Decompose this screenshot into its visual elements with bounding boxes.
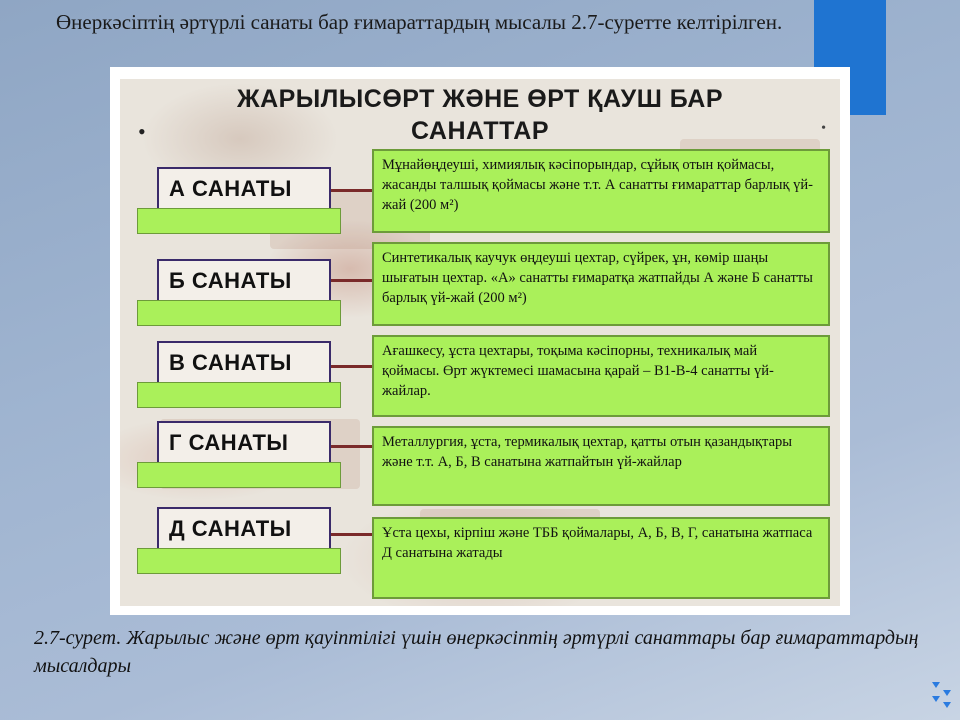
category-b-connector (331, 279, 372, 282)
category-d-description: Металлургия, ұста, термикалық цехтар, қатты отын қазандықтары және т.т. А, Б, В санатына жатпайтын үй-жайлар (372, 426, 830, 506)
category-b-description: Синтетикалық каучук өңдеуші цехтар, сүйрек, ұн, көмір шаңы шығатын цехтар. «А» санатты ғимаратқа жатпайды А және Б санатты барлық үй-жай (200 м²) (372, 242, 830, 326)
category-a-box (157, 167, 331, 211)
figure-caption: 2.7-сурет. Жарылыс және өрт қауіптілігі үшін өнеркәсіптің әртүрлі санаттары бар ғимараттардың мысалдары (34, 627, 919, 677)
category-c-description: Ағашкесу, ұста цехтары, тоқыма кәсіпорны, техникалық май қоймасы. Өрт жүктемесі шамасына қарай – В1-В-4 санатты үй-жайлар. (372, 335, 830, 417)
figure-canvas (120, 79, 840, 606)
category-e-underbar (137, 548, 341, 574)
category-d-box (157, 421, 331, 465)
category-a-description: Мұнайөңдеуші, химиялық кәсіпорындар, сұйық отын қоймасы, жасанды талшық қоймасы және т.т. А санатты ғимараттар барлық үй-жай (200 м²) (372, 149, 830, 233)
arrows-corner-icon (930, 680, 954, 710)
category-d-underbar (137, 462, 341, 488)
figure-title: ЖАРЫЛЫСӨРТ ЖӘНЕ ӨРТ ҚАУШ БАР САНАТТАР (236, 85, 724, 145)
category-b-label: Б САНАТЫ (169, 268, 292, 293)
category-a-connector (331, 189, 372, 192)
category-b-box (157, 259, 331, 303)
category-d-label: Г САНАТЫ (169, 430, 289, 455)
category-e-description: Ұста цехы, кірпіш және ТББ қоймалары, А, Б, В, Г, санатына жатпаса Д санатына жатады (372, 517, 830, 599)
category-c-connector (331, 365, 372, 368)
category-e-label: Д САНАТЫ (169, 516, 292, 541)
bullet-mark-right: • (821, 121, 826, 136)
category-c-label: В САНАТЫ (169, 350, 292, 375)
category-a-label: А САНАТЫ (169, 176, 292, 201)
figure (110, 67, 850, 615)
category-a-underbar (137, 208, 341, 234)
bullet-mark: • (138, 119, 146, 144)
category-e-connector (331, 533, 372, 536)
category-d-connector (331, 445, 372, 448)
category-c-underbar (137, 382, 341, 408)
category-b-underbar (137, 300, 341, 326)
intro-text: Өнеркәсіптің әртүрлі санаты бар ғимараттардың мысалы 2.7-суретте келтірілген. (56, 10, 783, 34)
category-e-box (157, 507, 331, 551)
category-c-box (157, 341, 331, 385)
